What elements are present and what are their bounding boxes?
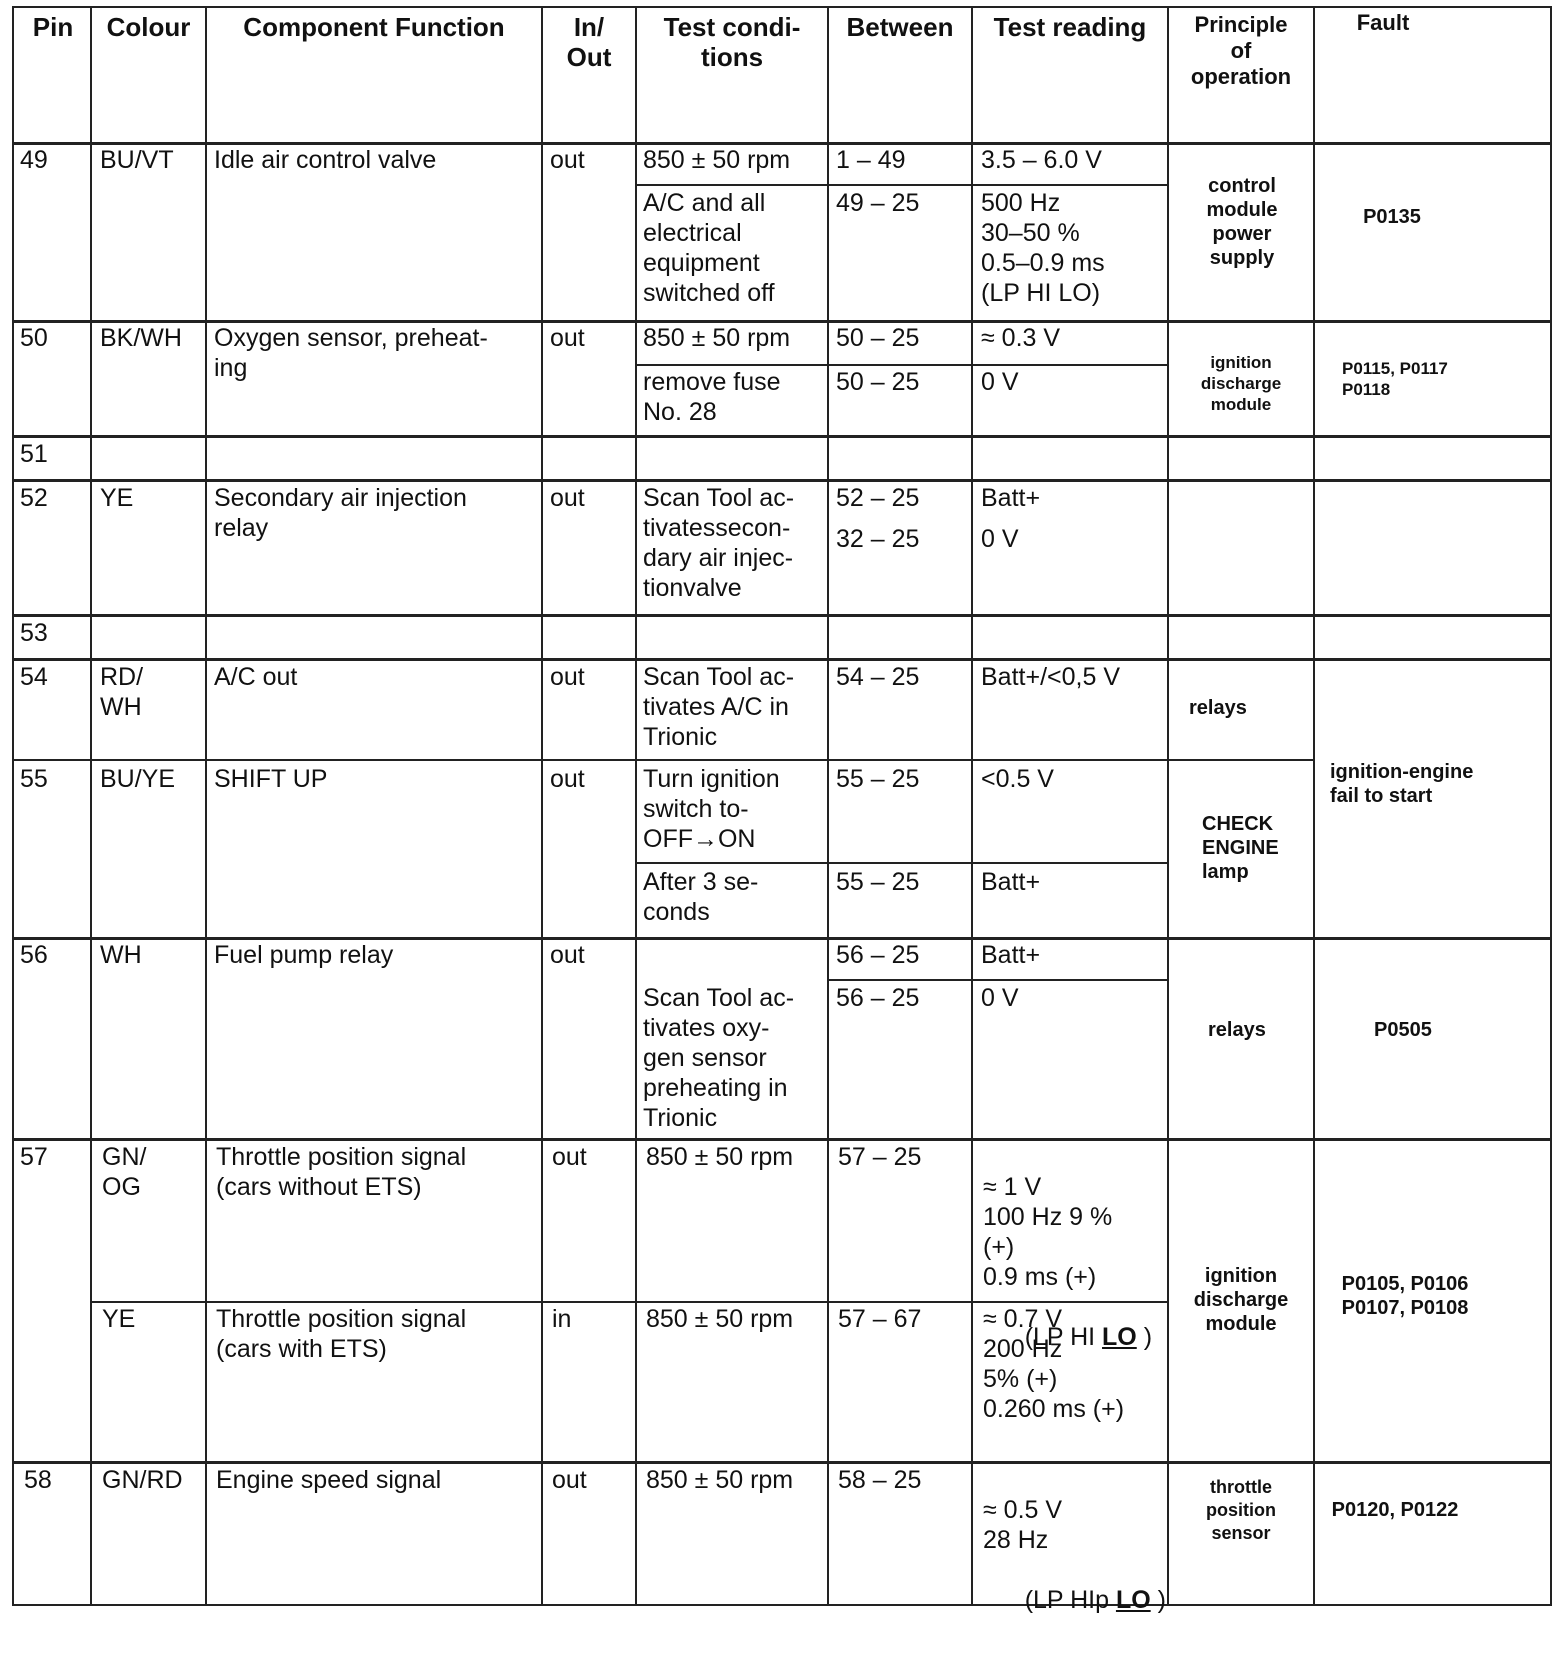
condition-55-b: After 3 se- conds [643,868,759,926]
inout-57-b: in [552,1305,572,1333]
colour-58: GN/RD [102,1466,183,1494]
reading-55-b: Batt+ [981,868,1041,896]
subrow-divider [827,979,1167,981]
fault-58: P0120, P0122 [1331,1499,1459,1521]
between-56-b: 56 – 25 [836,984,920,1012]
inout-52: out [550,484,585,512]
between-49-a: 1 – 49 [836,146,906,174]
condition-50-a: 850 ± 50 rpm [643,324,791,352]
between-52-a: 52 – 25 [836,484,920,512]
component-55: SHIFT UP [214,765,328,793]
component-57-b: Throttle position signal (cars with ETS) [216,1305,467,1363]
col-divider [541,8,543,1604]
between-58: 58 – 25 [838,1466,922,1494]
inout-54: out [550,663,585,691]
subrow-divider [635,184,1167,186]
inout-57-a: out [552,1143,587,1171]
inout-50: out [550,324,585,352]
header-pin: Pin [32,12,74,42]
reading-54: Batt+/<0,5 V [981,663,1120,691]
subrow-divider [635,862,1167,864]
colour-57-b: YE [102,1305,136,1333]
reading-58-values: ≈ 0.5 V 28 Hz [983,1496,1063,1554]
col-divider [90,8,92,1604]
header-test-conditions: Test condi- tions [663,12,801,72]
pin-54: 54 [20,663,48,691]
between-50-a: 50 – 25 [836,324,920,352]
fault-57: P0105, P0106 P0107, P0108 [1341,1273,1469,1319]
pin-51: 51 [20,440,48,468]
between-50-b: 50 – 25 [836,368,920,396]
condition-50-b: remove fuse No. 28 [643,368,781,426]
pin-57: 57 [20,1143,48,1171]
inout-55: out [550,765,585,793]
reading-52-a: Batt+ [981,484,1041,512]
inout-56: out [550,941,585,969]
reading-58-lo: LO [1115,1586,1151,1614]
principle-54: relays [1189,697,1247,719]
component-57-a: Throttle position signal (cars without ETS) [216,1143,467,1201]
component-58: Engine speed signal [216,1466,442,1494]
fault-56: P0505 [1374,1019,1432,1041]
reading-52-b: 0 V [981,525,1019,553]
subrow-divider [635,364,1167,366]
principle-57: ignition discharge module [1193,1265,1289,1335]
header-test-reading: Test reading [993,12,1147,42]
header-in-out: In/ Out [566,12,612,72]
colour-50: BK/WH [100,324,182,352]
header-colour: Colour [106,12,191,42]
component-52: Secondary air injection relay [214,484,467,542]
condition-49-a: 850 ± 50 rpm [643,146,791,174]
reading-50-b: 0 V [981,368,1019,396]
row-divider [14,1138,1550,1141]
row-divider [14,658,1550,661]
condition-52: Scan Tool ac- tivatessecon- dary air injec- tionvalve [643,484,795,602]
header-fault: Fault [1356,10,1410,35]
pin-55: 55 [20,765,48,793]
between-56-a: 56 – 25 [836,941,920,969]
between-55-a: 55 – 25 [836,765,920,793]
pin-52: 52 [20,484,48,512]
component-49: Idle air control valve [214,146,437,174]
reading-56-a: Batt+ [981,941,1041,969]
between-57-a: 57 – 25 [838,1143,922,1171]
inout-58: out [552,1466,587,1494]
col-divider [205,8,207,1604]
colour-49: BU/VT [100,146,174,174]
col-divider [971,8,973,1604]
colour-57-a: GN/ OG [102,1143,147,1201]
inout-49: out [550,146,585,174]
component-54: A/C out [214,663,298,691]
subrow-divider [90,1301,635,1303]
condition-49-b: A/C and all electrical equipment switched off [643,189,775,307]
between-57-b: 57 – 67 [838,1305,922,1333]
reading-57-a-end: ) [1136,1323,1153,1351]
row-divider [14,435,1550,438]
reading-49-a: 3.5 – 6.0 V [981,146,1102,174]
colour-52: YE [100,484,134,512]
reading-57-a-values: ≈ 1 V 100 Hz 9 % (+) 0.9 ms (+) [983,1173,1113,1291]
reading-57-a-lo: LO [1102,1323,1137,1351]
between-55-b: 55 – 25 [836,868,920,896]
reading-58-lp: (LP HIp [1024,1586,1116,1614]
reading-50-a: ≈ 0.3 V [981,324,1061,352]
between-54: 54 – 25 [836,663,920,691]
principle-55: CHECK ENGINE lamp [1202,813,1279,883]
header-between: Between [846,12,954,42]
reading-57-b: ≈ 0.7 V 200 Hz 5% (+) 0.260 ms (+) [983,1305,1125,1423]
pin-53: 53 [20,619,48,647]
principle-50: ignition discharge module [1200,353,1282,414]
reading-58-end: ) [1150,1586,1166,1614]
principle-49: control module power supply [1206,175,1278,269]
row-divider [14,614,1550,617]
component-56: Fuel pump relay [214,941,394,969]
pin-50: 50 [20,324,48,352]
principle-56: relays [1208,1019,1266,1041]
between-49-b: 49 – 25 [836,189,920,217]
colour-56: WH [100,941,142,969]
condition-56-b: Scan Tool ac- tivates oxy- gen sensor preheating in Trionic [643,984,795,1132]
fault-50: P0115, P0117 P0118 [1342,359,1448,399]
col-divider [635,8,637,1604]
between-52-b: 32 – 25 [836,525,920,553]
reading-57-a-lp: (LP HI [1024,1323,1103,1351]
fault-54-55: ignition-engine fail to start [1330,761,1474,807]
reading-55-a: <0.5 V [981,765,1054,793]
header-component-function: Component Function [243,12,505,42]
fault-49: P0135 [1363,206,1421,228]
condition-57-a: 850 ± 50 rpm [646,1143,794,1171]
row-divider [14,1461,1550,1464]
pin-56: 56 [20,941,48,969]
condition-55-a: Turn ignition switch to- OFF→ON [643,765,780,853]
header-principle-of-operation: Principle of operation [1190,12,1292,89]
condition-57-b: 850 ± 50 rpm [646,1305,794,1333]
pin-58: 58 [24,1466,52,1494]
reading-56-b: 0 V [981,984,1019,1012]
component-50: Oxygen sensor, preheat- ing [214,324,488,382]
pin-49: 49 [20,146,48,174]
colour-54: RD/ WH [100,663,144,721]
condition-54: Scan Tool ac- tivates A/C in Trionic [643,663,795,751]
reading-49-b: 500 Hz 30–50 % 0.5–0.9 ms (LP HI LO) [981,189,1105,307]
row-divider [14,479,1550,482]
condition-58: 850 ± 50 rpm [646,1466,794,1494]
colour-55: BU/YE [100,765,176,793]
pin-test-table [12,6,1552,1614]
principle-58: throttle position sensor [1206,1477,1276,1543]
col-divider [827,8,829,1604]
row-divider [14,759,1314,761]
reading-58 [983,1465,1166,1675]
